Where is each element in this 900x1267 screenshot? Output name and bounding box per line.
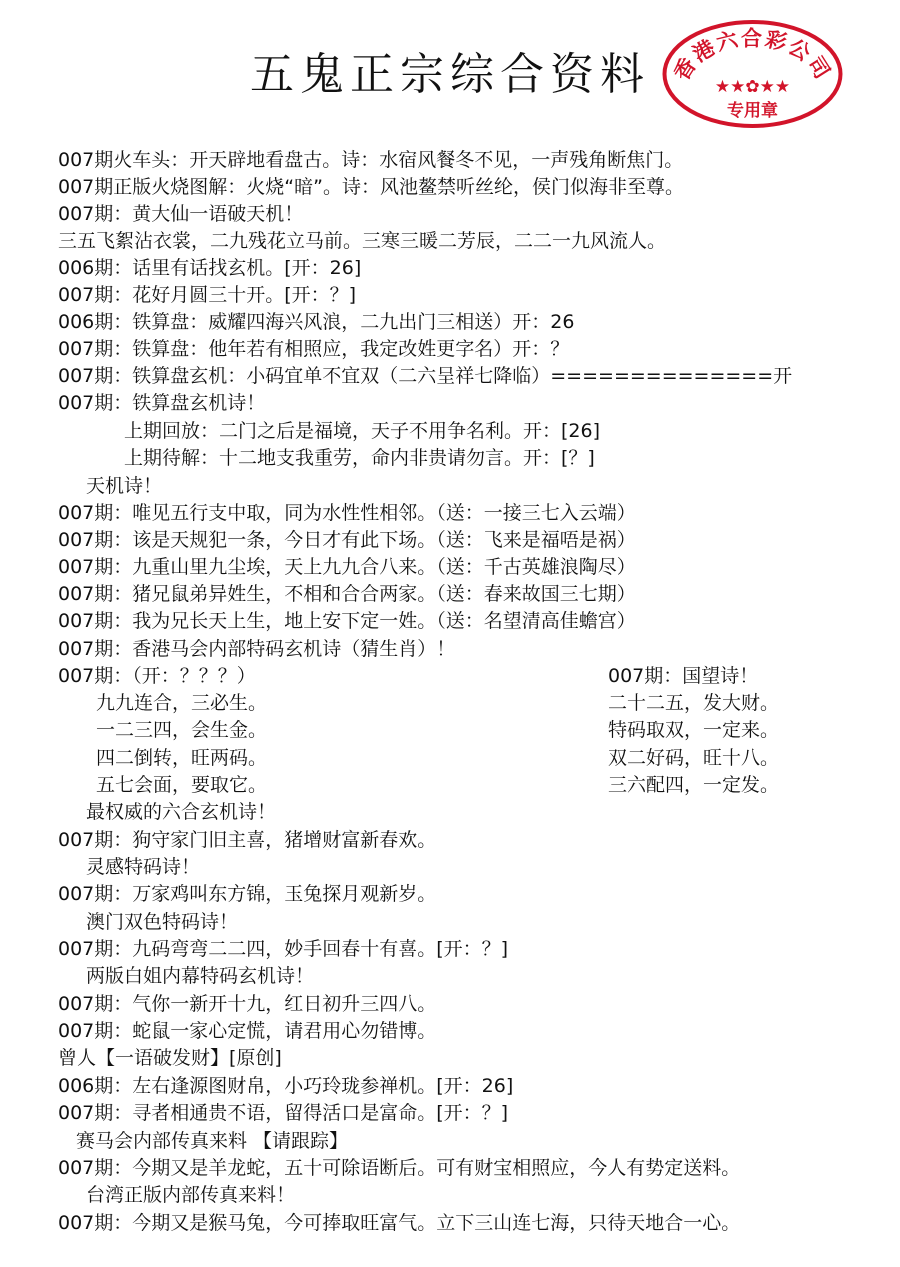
section-heading: 灵感特码诗！ <box>86 856 201 878</box>
section-heading: 赛马会内部传真来料 【请跟踪】 <box>76 1130 349 1152</box>
guowang-heading: 007期：国望诗！ <box>608 665 759 687</box>
seal-bottom-text: 专用章 <box>727 101 778 121</box>
text-line: 上期待解：十二地支我重劳，命内非贵请勿言。开：[？] <box>124 447 595 469</box>
poem-line: 一二三四，会生金。 <box>96 719 268 741</box>
text-line: 007期火车头：开天辟地看盘古。诗：水宿风餐冬不见，一声残角断焦门。 <box>58 149 684 171</box>
text-line: 007期：唯见五行支中取，同为水性性相邻。（送：一接三七入云端） <box>58 502 636 524</box>
text-line: 007期：狗守家门旧主喜，猪增财富新春欢。 <box>58 829 437 851</box>
seal-stars: ★★✿★★ <box>714 77 791 97</box>
text-line: 007期：气你一新开十九，红日初升三四八。 <box>58 993 437 1015</box>
guowang-line: 双二好码，旺十八。 <box>608 747 780 769</box>
section-heading: 两版白姐内幕特码玄机诗！ <box>86 965 315 987</box>
poem-line: 四二倒转，旺两码。 <box>96 747 268 769</box>
guowang-line: 三六配四，一定发。 <box>608 774 780 796</box>
section-heading: 曾人【一语破发财】[原创] <box>58 1047 282 1069</box>
text-line: 007期：铁算盘玄机诗！ <box>58 392 266 414</box>
text-line: 007期：我为兄长天上生，地上安下定一姓。（送：名望清高佳蟾宫） <box>58 610 636 632</box>
section-heading: 最权威的六合玄机诗！ <box>86 801 277 823</box>
text-line: 007期：黄大仙一语破天机！ <box>58 203 304 225</box>
text-line: 三五飞絮沾衣裳，二九残花立马前。三寒三暖二芳辰，二二一九风流人。 <box>58 230 667 252</box>
text-line: 006期：铁算盘：威耀四海兴风浪，二九出门三相送）开：26 <box>58 311 575 333</box>
text-line: 007期：该是天规犯一条，今日才有此下场。（送：飞来是福唔是祸） <box>58 529 636 551</box>
text-line: 007期：（开：？？？） <box>58 665 256 687</box>
poem-line: 九九连合，三必生。 <box>96 692 268 714</box>
text-line: 007期：九重山里九尘埃，天上九九合八来。（送：千古英雄浪陶尽） <box>58 556 636 578</box>
poem-line: 五七会面，要取它。 <box>96 774 268 796</box>
guowang-line: 二十二五，发大财。 <box>608 692 780 714</box>
section-heading: 天机诗！ <box>86 475 163 497</box>
text-line: 007期：铁算盘：他年若有相照应，我定改姓更字名）开：？ <box>58 338 570 360</box>
section-heading: 澳门双色特码诗！ <box>86 911 239 933</box>
text-line: 上期回放：二门之后是福境，天子不用争名利。开：[26] <box>124 420 601 442</box>
text-line: 007期：铁算盘玄机：小码宜单不宜双（二六呈祥七降临）==============开 <box>58 365 793 387</box>
text-line: 007期：香港马会内部特码玄机诗（猜生肖）！ <box>58 638 456 660</box>
text-line: 007期：今期又是猴马兔，今可捧取旺富气。立下三山连七海，只待天地合一心。 <box>58 1212 741 1234</box>
text-line: 007期正版火烧图解：火烧“暗”。诗：风池鳌禁听丝纶，侯门似海非至尊。 <box>58 176 684 198</box>
text-line: 007期：花好月圆三十开。[开：？] <box>58 284 357 306</box>
guowang-line: 特码取双，一定来。 <box>608 719 780 741</box>
text-line: 007期：寻者相通贵不语，留得活口是富命。[开：？] <box>58 1102 509 1124</box>
text-line: 007期：今期又是羊龙蛇，五十可除语断后。可有财宝相照应，今人有势定送料。 <box>58 1157 741 1179</box>
text-line: 007期：蛇鼠一家心定慌，请君用心勿错博。 <box>58 1020 437 1042</box>
text-line: 006期：左右逢源图财帛，小巧玲珑参禅机。[开：26] <box>58 1075 514 1097</box>
seal-top-text: 香港六合彩公司 <box>669 26 836 85</box>
text-line: 006期：话里有话找玄机。[开：26] <box>58 257 362 279</box>
text-line: 007期：猪兄鼠弟异姓生，不相和合合两家。（送：春来故国三七期） <box>58 583 636 605</box>
text-line: 007期：九码弯弯二二四，妙手回春十有喜。[开：？] <box>58 938 509 960</box>
section-heading: 台湾正版内部传真来料！ <box>86 1184 296 1206</box>
page-title: 五鬼正宗综合资料 <box>250 49 650 100</box>
text-line: 007期：万家鸡叫东方锦，玉兔探月观新岁。 <box>58 883 437 905</box>
